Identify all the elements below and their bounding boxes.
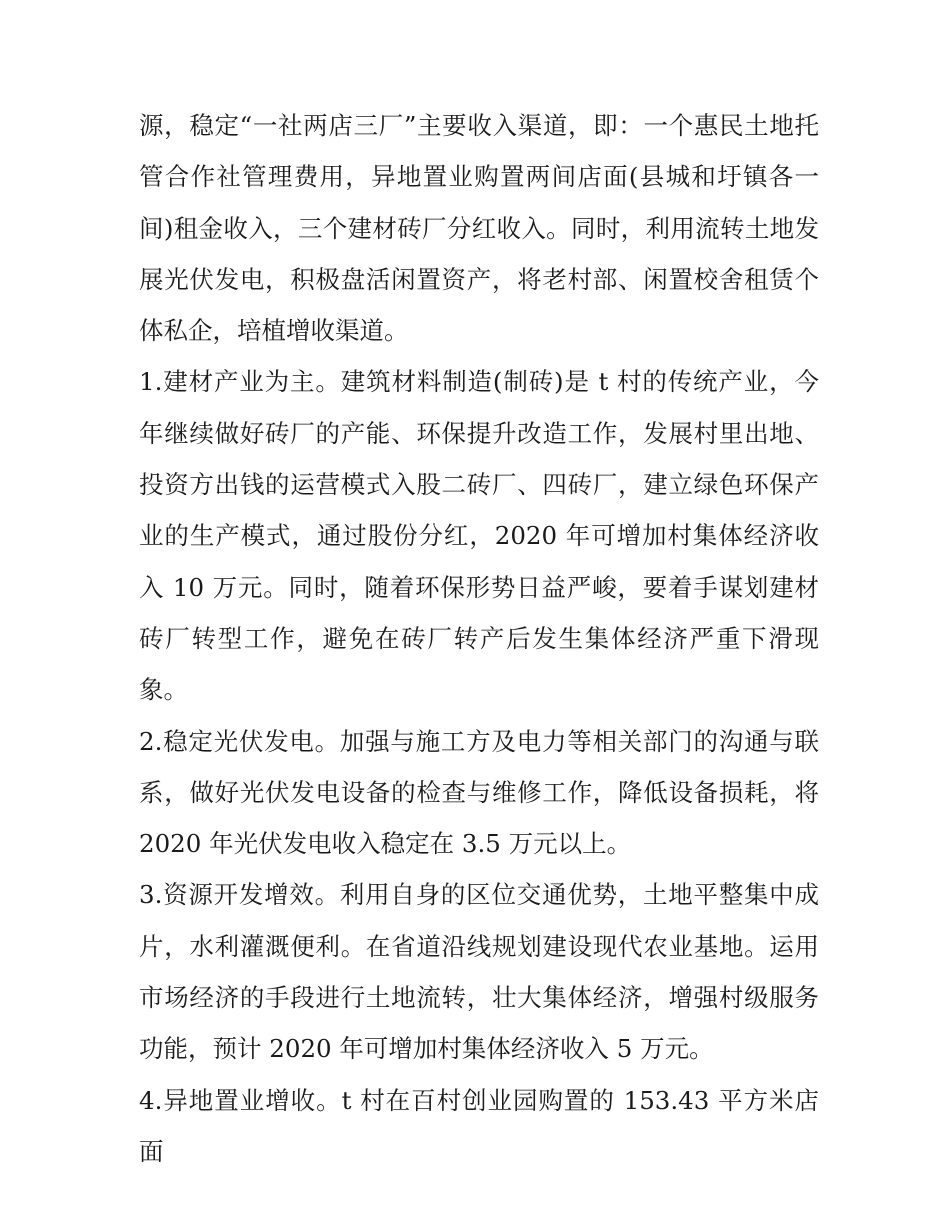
- paragraph-offsite-property: 4.异地置业增收。t 村在百村创业园购置的 153.43 平方米店面: [139, 1085, 819, 1166]
- paragraph-resource-development: 3.资源开发增效。利用自身的区位交通优势，土地平整集中成片，水利灌溉便利。在省道沿线规划建设现代农业基地。运用市场经济的手段进行土地流转，壮大集体经济，增强村级服务功能，预计 2020 年可增加村集体经济收入 5 万元。: [139, 880, 819, 1064]
- paragraph-intro: 源，稳定“一社两店三厂”主要收入渠道，即：一个惠民土地托管合作社管理费用，异地置业购置两间店面(县城和圩镇各一间)租金收入，三个建材砖厂分红收入。同时，利用流转土地发展光伏发电，积极盘活闲置资产，将老村部、闲置校舍租赁个体私企，培植增收渠道。: [139, 111, 819, 346]
- document-body: [139, 100, 819, 1177]
- paragraph-building-materials: 1.建材产业为主。建筑材料制造(制砖)是 t 村的传统产业，今年继续做好砖厂的产能、环保提升改造工作，发展村里出地、投资方出钱的运营模式入股二砖厂、四砖厂，建立绿色环保产业的生产模式，通过股份分红，2020 年可增加村集体经济收入 10 万元。同时，随着环保形势日益严峻，要着手谋划建材砖厂转型工作，避免在砖厂转产后发生集体经济严重下滑现象。: [139, 367, 819, 705]
- paragraph-solar-power: 2.稳定光伏发电。加强与施工方及电力等相关部门的沟通与联系，做好光伏发电设备的检查与维修工作，降低设备损耗，将 2020 年光伏发电收入稳定在 3.5 万元以上。: [139, 726, 819, 859]
